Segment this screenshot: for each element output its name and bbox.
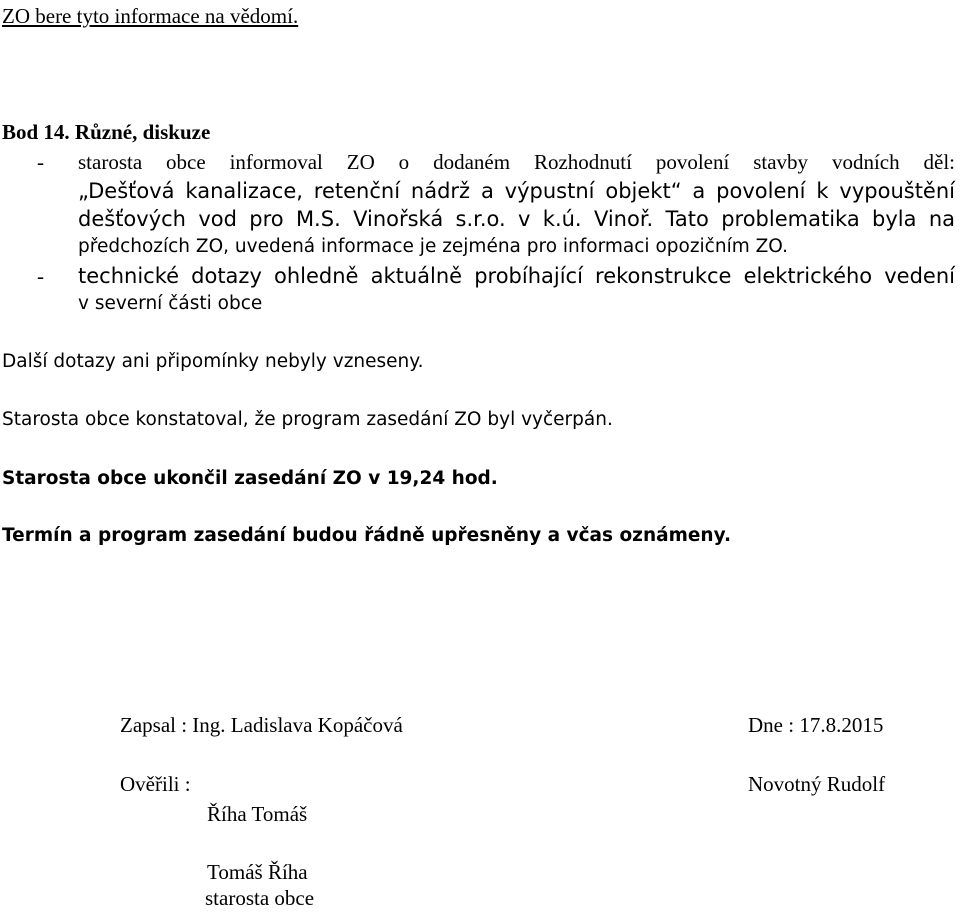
verified-label: Ověřili : [120, 772, 191, 796]
verifier-name-2: Říha Tomáš [207, 802, 308, 826]
paragraph-line: starosta obce informoval ZO o dodaném Rozhodnutí povolení stavby vodních děl: [78, 150, 955, 174]
paragraph-line: technické dotazy ohledně aktuálně probíhající rekonstrukce elektrického vedení [78, 264, 955, 288]
previous-resolution-line: ZO bere tyto informace na vědomí. [2, 4, 299, 28]
section-heading-bod-14: Bod 14. Různé, diskuze [2, 120, 211, 144]
verifier-name-1: Novotný Rudolf [748, 772, 886, 796]
paragraph-line: dešťových vod pro M.S. Vinořská s.r.o. v k.ú. Vinoř. Tato problematika byla na [78, 207, 955, 231]
bullet-dash: - [37, 264, 44, 288]
paragraph-line: předchozích ZO, uvedená informace je zejména pro informaci opozičním ZO. [78, 236, 788, 257]
mayor-name: Tomáš Říha [207, 860, 308, 884]
bullet-dash: - [37, 150, 44, 174]
program-exhausted-statement: Starosta obce konstatoval, že program zasedání ZO byl vyčerpán. [2, 409, 613, 430]
record-date: Dne : 17.8.2015 [748, 713, 884, 737]
mayor-title: starosta obce [205, 886, 315, 910]
further-queries-statement: Další dotazy ani připomínky nebyly vzneseny. [2, 351, 424, 372]
next-meeting-statement: Termín a program zasedání budou řádně upřesněny a včas oznámeny. [2, 525, 731, 546]
paragraph-line: „Dešťová kanalizace, retenční nádrž a výpustní objekt“ a povolení k vypouštění [78, 179, 955, 203]
meeting-closed-statement: Starosta obce ukončil zasedání ZO v 19,24 hod. [2, 468, 498, 489]
recorded-by: Zapsal : Ing. Ladislava Kopáčová [120, 713, 403, 737]
paragraph-line: v severní části obce [78, 293, 263, 314]
